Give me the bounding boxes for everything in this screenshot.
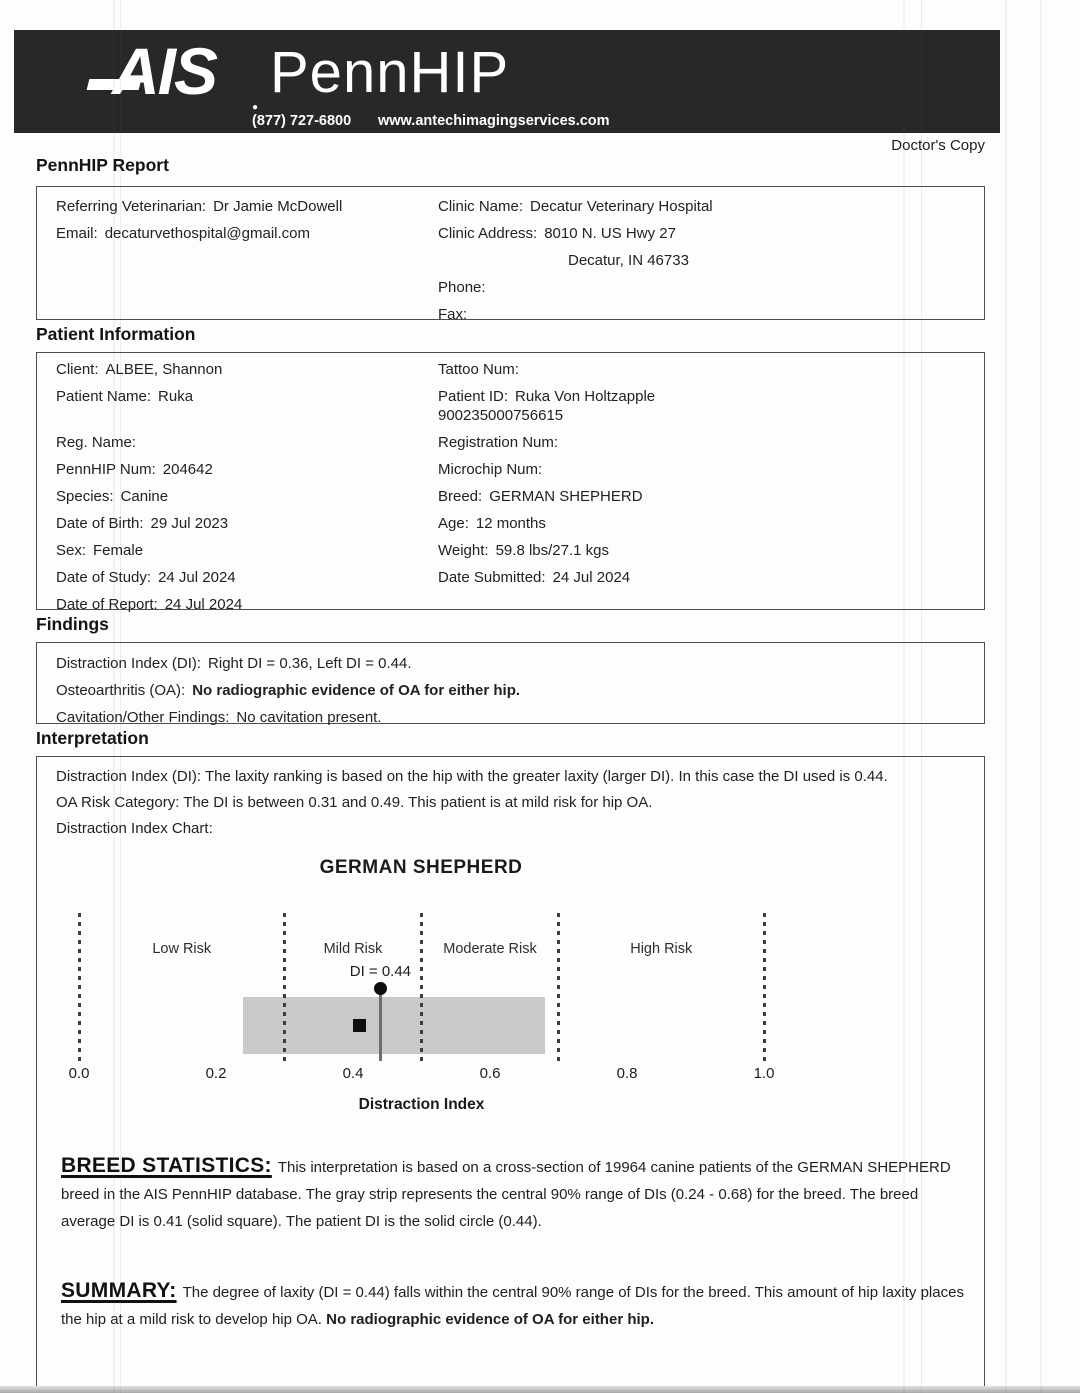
findings-rows xyxy=(56,650,520,731)
field-label: Patient Name: xyxy=(56,388,152,405)
patient-field-left xyxy=(56,541,438,560)
x-axis-label: Distraction Index xyxy=(358,1096,485,1113)
field-label: Client: xyxy=(56,361,99,378)
field-label: Distraction Index (DI): xyxy=(56,655,202,672)
patient-field-right xyxy=(438,460,655,479)
report-field-row xyxy=(438,301,713,328)
banner-phone: (877) 727-6800 xyxy=(252,113,352,129)
summary-heading: SUMMARY: xyxy=(61,1279,177,1302)
patient-field-right xyxy=(438,387,655,425)
field-label: Phone: xyxy=(438,279,486,296)
interpretation-section-title: Interpretation xyxy=(36,728,149,748)
patient-field-left xyxy=(56,568,438,587)
field-label: Microchip Num: xyxy=(438,461,543,478)
field-label: Species: xyxy=(56,488,114,505)
interpretation-box xyxy=(36,756,985,1393)
patient-di-stem xyxy=(379,991,382,1061)
risk-zone-label: Low Risk xyxy=(152,941,212,957)
report-field-row xyxy=(56,193,342,220)
field-value: 204642 xyxy=(162,461,213,478)
chart-title: GERMAN SHEPHERD xyxy=(319,857,523,878)
field-value: ALBEE, Shannon xyxy=(105,361,223,378)
field-value: 8010 N. US Hwy 27 xyxy=(544,225,676,242)
field-value: 24 Jul 2024 xyxy=(552,569,631,586)
patient-field-left xyxy=(56,595,438,614)
registered-mark-icon: ● xyxy=(252,102,259,113)
zone-boundary-line xyxy=(763,913,766,1061)
risk-zone-label: Mild Risk xyxy=(323,941,383,957)
field-value: Ruka Von Holtzapple xyxy=(515,388,656,405)
breed-range-strip xyxy=(243,997,544,1054)
field-label: Tattoo Num: xyxy=(438,361,519,378)
patient-field-right xyxy=(438,433,655,452)
x-tick-label: 0.2 xyxy=(205,1065,227,1082)
patient-field-right xyxy=(438,360,655,379)
report-field-row xyxy=(438,220,713,247)
field-label: Date of Study: xyxy=(56,569,152,586)
patient-field-right xyxy=(438,541,655,560)
referring-vet-box xyxy=(36,186,985,323)
breed-statistics-heading: BREED STATISTICS: xyxy=(61,1154,272,1177)
findings-section-title: Findings xyxy=(36,614,109,634)
field-label: Email: xyxy=(56,225,98,242)
summary-body: The degree of laxity (DI = 0.44) falls within the central 90% range of DIs for the breed. This amount of hip laxity places the hip at a mild risk to develop hip OA. xyxy=(61,1284,964,1328)
scan-bottom-band xyxy=(0,1386,1080,1393)
finding-row xyxy=(56,677,520,704)
patient-info-grid xyxy=(56,360,655,614)
patient-field-right xyxy=(438,595,655,614)
patient-field-right xyxy=(438,514,655,533)
field-label: Date of Report: xyxy=(56,596,158,613)
field-label: Date Submitted: xyxy=(438,569,546,586)
field-value-line2: 900235000756615 xyxy=(438,407,564,424)
field-value: Decatur, IN 46733 xyxy=(568,252,689,269)
report-field-row xyxy=(438,247,713,274)
field-value: 29 Jul 2023 xyxy=(150,515,229,532)
finding-row xyxy=(56,704,520,731)
patient-field-left xyxy=(56,387,438,425)
interpretation-text xyxy=(56,764,972,842)
report-section-title: PennHIP Report xyxy=(36,155,169,175)
field-label: Referring Veterinarian: xyxy=(56,198,207,215)
referring-vet-left-column xyxy=(56,193,342,247)
field-value: Female xyxy=(93,542,144,559)
field-value: 24 Jul 2024 xyxy=(164,596,243,613)
patient-field-left xyxy=(56,487,438,506)
patient-section-title: Patient Information xyxy=(36,324,196,344)
banner-website: www.antechimagingservices.com xyxy=(378,113,610,129)
field-value: No cavitation present. xyxy=(236,709,382,726)
field-label: Breed: xyxy=(438,488,483,505)
risk-zone-label: High Risk xyxy=(630,941,693,957)
field-label: Fax: xyxy=(438,306,468,323)
field-label: Sex: xyxy=(56,542,87,559)
report-field-row xyxy=(438,274,713,301)
breed-average-marker xyxy=(353,1019,366,1032)
field-label: Cavitation/Other Findings: xyxy=(56,709,230,726)
field-label: Weight: xyxy=(438,542,489,559)
x-tick-label: 0.6 xyxy=(479,1065,501,1082)
x-tick-label: 0.4 xyxy=(342,1065,364,1082)
header-banner xyxy=(14,30,1000,133)
field-label: Registration Num: xyxy=(438,434,559,451)
interpretation-line: Distraction Index (DI): The laxity ranking is based on the hip with the greater laxity (larger DI). In this case the DI used is 0.44. xyxy=(56,768,888,785)
field-label: Osteoarthritis (OA): xyxy=(56,682,186,699)
field-label: Clinic Name: xyxy=(438,198,524,215)
patient-field-left xyxy=(56,360,438,379)
zone-boundary-line xyxy=(557,913,560,1061)
field-value: Canine xyxy=(120,488,169,505)
field-value: 24 Jul 2024 xyxy=(158,569,236,586)
ais-logo: AIS xyxy=(112,34,217,108)
field-label: PennHIP Num: xyxy=(56,461,156,478)
summary-body-bold: No radiographic evidence of OA for either hip. xyxy=(326,1311,654,1328)
field-value: 12 months xyxy=(475,515,546,532)
report-field-row xyxy=(438,193,713,220)
field-label: Clinic Address: xyxy=(438,225,538,242)
patient-di-marker xyxy=(374,982,387,995)
patient-info-box xyxy=(36,352,985,613)
risk-zone-label: Moderate Risk xyxy=(443,941,537,957)
report-field-row xyxy=(56,220,342,247)
zone-boundary-line xyxy=(283,913,286,1061)
field-label: Patient ID: xyxy=(438,388,509,405)
field-value: Dr Jamie McDowell xyxy=(213,198,343,215)
field-value: GERMAN SHEPHERD xyxy=(489,488,643,505)
pennhip-brand: PennHIP xyxy=(270,40,510,105)
field-label: Age: xyxy=(438,515,469,532)
patient-field-left xyxy=(56,514,438,533)
interpretation-line: Distraction Index Chart: xyxy=(56,820,213,837)
patient-di-label: DI = 0.44 xyxy=(349,963,412,980)
interpretation-line: OA Risk Category: The DI is between 0.31 and 0.49. This patient is at mild risk for hip OA. xyxy=(56,794,653,811)
field-value: Decatur Veterinary Hospital xyxy=(530,198,713,215)
x-tick-label: 1.0 xyxy=(753,1065,775,1082)
breed-statistics-body: This interpretation is based on a cross-section of 19964 canine patients of the GERMAN SHEPHERD breed in the AIS PennHIP database. The gray strip represents the central 90% range of DIs (0.24 - 0.68) for the breed. The breed average DI is 0.41 (solid square). The patient DI is the solid circle (0.44). xyxy=(61,1159,951,1230)
findings-box xyxy=(36,642,985,724)
field-value: No radiographic evidence of OA for either hip. xyxy=(192,682,521,699)
clinic-right-column xyxy=(438,193,713,328)
field-value: 59.8 lbs/27.1 kgs xyxy=(495,542,610,559)
x-tick-label: 0.0 xyxy=(68,1065,90,1082)
doctors-copy-label: Doctor's Copy xyxy=(891,137,985,154)
zone-boundary-line xyxy=(420,913,423,1061)
finding-row xyxy=(56,650,520,677)
field-value: decaturvethospital@gmail.com xyxy=(104,225,311,242)
field-value: Ruka xyxy=(158,388,194,405)
patient-field-right xyxy=(438,487,655,506)
scan-artifact-line xyxy=(1005,0,1007,1393)
field-label: Date of Birth: xyxy=(56,515,144,532)
x-tick-label: 0.8 xyxy=(616,1065,638,1082)
patient-field-left xyxy=(56,433,438,452)
breed-statistics-paragraph xyxy=(61,1152,973,1235)
summary-paragraph xyxy=(61,1277,973,1333)
field-value: Right DI = 0.36, Left DI = 0.44. xyxy=(208,655,412,672)
scan-artifact-line xyxy=(1040,0,1042,1393)
field-label: Reg. Name: xyxy=(56,434,137,451)
zone-boundary-line xyxy=(78,913,81,1061)
patient-field-left xyxy=(56,460,438,479)
distraction-index-chart xyxy=(37,851,986,1123)
patient-field-right xyxy=(438,568,655,587)
